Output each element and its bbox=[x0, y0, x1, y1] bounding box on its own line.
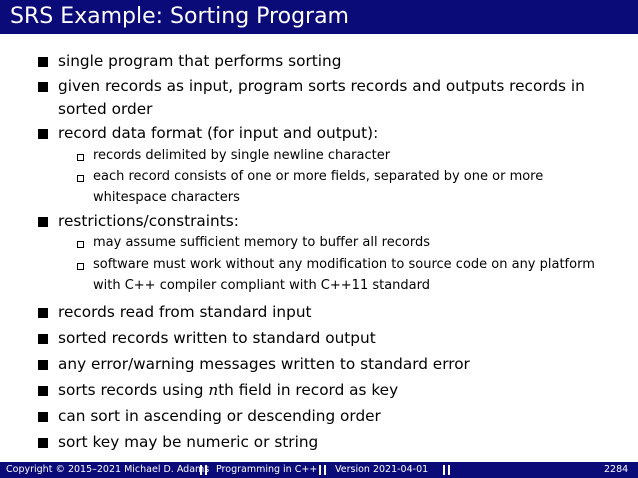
footer-separator bbox=[443, 465, 450, 475]
math-variable: n bbox=[208, 381, 219, 399]
sub-bullet-item: software must work without any modification to source code on any platform bbox=[93, 257, 595, 272]
bullet-item: sort key may be numeric or string bbox=[58, 433, 319, 451]
bullet-text-part: sorts records using bbox=[58, 381, 209, 399]
bullet-item: single program that performs sorting bbox=[58, 52, 342, 70]
bullet-item: any error/warning messages written to standard error bbox=[58, 355, 470, 373]
slide-title: SRS Example: Sorting Program bbox=[10, 4, 349, 29]
sub-bullet-square-icon bbox=[77, 263, 84, 270]
sub-bullet-square-icon bbox=[77, 175, 84, 182]
bullet-square-icon bbox=[38, 334, 48, 344]
bullet-item: given records as input, program sorts records and outputs records in bbox=[58, 77, 585, 95]
bullet-square-icon bbox=[38, 57, 48, 67]
sub-bullet-square-icon bbox=[77, 154, 84, 161]
footer-copyright: Copyright © 2015–2021 Michael D. Adams bbox=[6, 464, 210, 475]
bullet-square-icon bbox=[38, 438, 48, 448]
bullet-square-icon bbox=[38, 217, 48, 227]
bullet-item bbox=[58, 380, 398, 400]
sub-bullet-item: may assume sufficient memory to buffer all records bbox=[93, 235, 430, 250]
bullet-item: record data format (for input and output): bbox=[58, 124, 379, 142]
bullet-square-icon bbox=[38, 386, 48, 396]
bullet-text-part: th field in record as key bbox=[218, 381, 399, 399]
title-bar bbox=[0, 0, 638, 34]
page-number: 2284 bbox=[604, 464, 629, 475]
bullet-item: can sort in ascending or descending order bbox=[58, 407, 381, 425]
footer-version: Version 2021-04-01 bbox=[335, 464, 429, 475]
bullet-square-icon bbox=[38, 129, 48, 139]
bullet-square-icon bbox=[38, 308, 48, 318]
bullet-item-continuation: sorted order bbox=[58, 100, 153, 118]
bullet-item: sorted records written to standard output bbox=[58, 329, 376, 347]
sub-bullet-item: each record consists of one or more fields, separated by one or more bbox=[93, 169, 544, 184]
bullet-square-icon bbox=[38, 412, 48, 422]
bullet-item: records read from standard input bbox=[58, 303, 312, 321]
footer-course: Programming in C++ bbox=[216, 464, 318, 475]
footer-separator bbox=[200, 465, 207, 475]
bullet-square-icon bbox=[38, 360, 48, 370]
sub-bullet-item-continuation: whitespace characters bbox=[93, 190, 240, 205]
sub-bullet-square-icon bbox=[77, 241, 84, 248]
footer-separator bbox=[319, 465, 326, 475]
bullet-item: restrictions/constraints: bbox=[58, 212, 239, 230]
sub-bullet-item: records delimited by single newline character bbox=[93, 148, 391, 163]
sub-bullet-item-continuation: with C++ compiler compliant with C++11 standard bbox=[93, 278, 431, 293]
footer-bar bbox=[0, 462, 638, 478]
bullet-square-icon bbox=[38, 82, 48, 92]
